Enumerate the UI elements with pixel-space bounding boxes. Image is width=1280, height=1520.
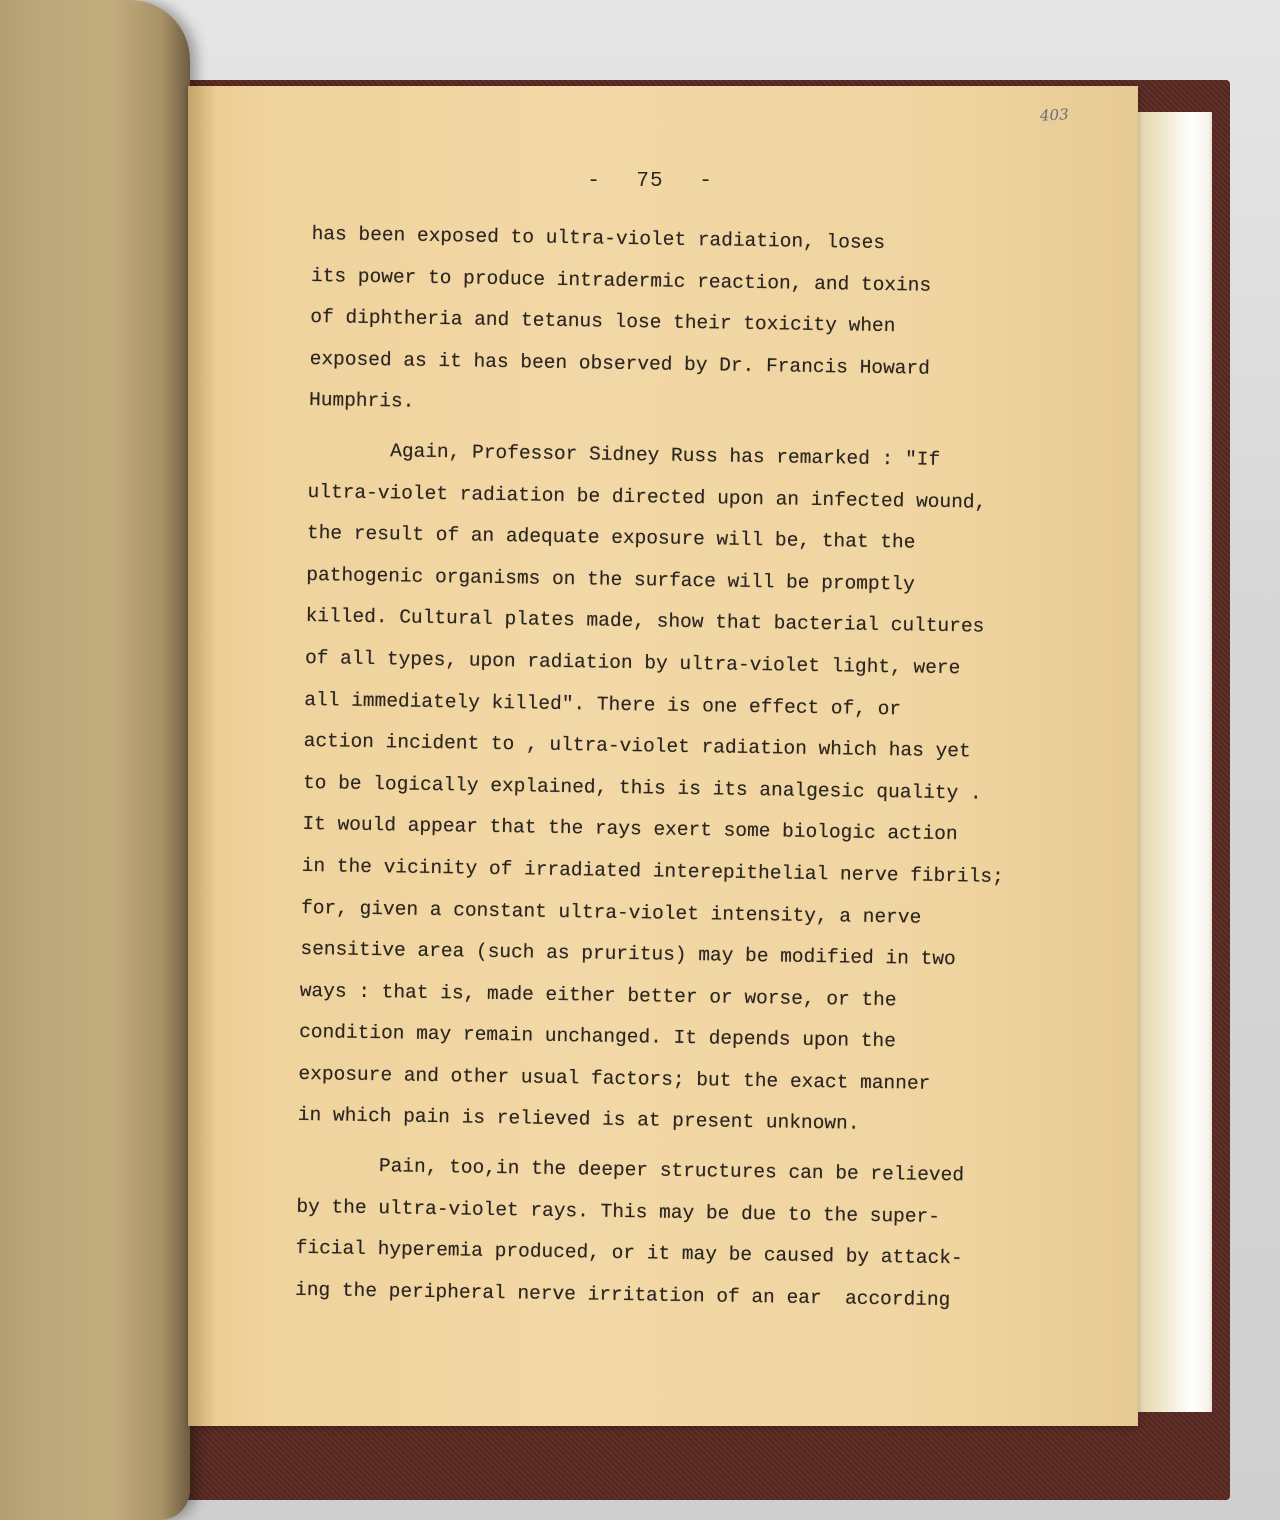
text-line: exposure and other usual factors; but the exact manner — [298, 1062, 931, 1095]
text-line: pathogenic organisms on the surface will be promptly — [306, 563, 915, 596]
text-line: condition may remain unchanged. It depends upon the — [298, 1021, 897, 1053]
text-line: ultra-violet radiation be directed upon an infected wound, — [307, 480, 987, 514]
text-line: It would appear that the rays exert some biologic action — [302, 813, 958, 846]
text-line: all immediately killed". There is one effect of, or — [304, 688, 902, 720]
text-line: to be logically explained, this is its analgesic quality . — [302, 771, 982, 805]
text-line: of diphtheria and tetanus lose their toxicity when — [310, 306, 896, 338]
text-line: ficial hyperemia produced, or it may be caused by attack- — [295, 1237, 963, 1270]
text-line: action incident to , ultra-violet radiation which has yet — [303, 730, 971, 763]
text-line: for, given a constant ultra-violet intensity, a nerve — [300, 896, 922, 929]
text-line: ways : that is, made either better or worse, or the — [299, 979, 897, 1011]
facing-page — [0, 0, 190, 1520]
text-line: killed. Cultural plates made, show that bacterial cultures — [305, 605, 985, 638]
text-line: Humphris. — [308, 389, 415, 414]
body-text — [295, 214, 1072, 1323]
text-line: Pain, too,in the deeper structures can be relieved — [296, 1153, 965, 1187]
text-line: the result of an adequate exposure will be, that the — [306, 522, 916, 554]
text-line: has been exposed to ultra-violet radiation, loses — [311, 222, 886, 255]
folio-mark: 403 — [1039, 105, 1070, 125]
text-line: by the ultra-violet rays. This may be due to the super- — [296, 1195, 941, 1228]
text-line: in which pain is relieved is at present unknown. — [297, 1104, 860, 1136]
text-line: of all types, upon radiation by ultra-violet light, were — [304, 646, 961, 680]
text-line: its power to produce intradermic reaction, and toxins — [310, 264, 932, 297]
page-number: - 75 - — [587, 170, 713, 193]
text-line: in the vicinity of irradiated interepithelial nerve fibrils; — [301, 854, 1004, 888]
text-line: Again, Professor Sidney Russ has remarked : "If — [308, 438, 941, 471]
text-line: ing the peripheral nerve irritation of an ear according — [294, 1278, 951, 1312]
text-line: sensitive area (such as pruritus) may be modified in two — [300, 938, 956, 971]
text-line: exposed as it has been observed by Dr. Francis Howard — [309, 347, 931, 380]
